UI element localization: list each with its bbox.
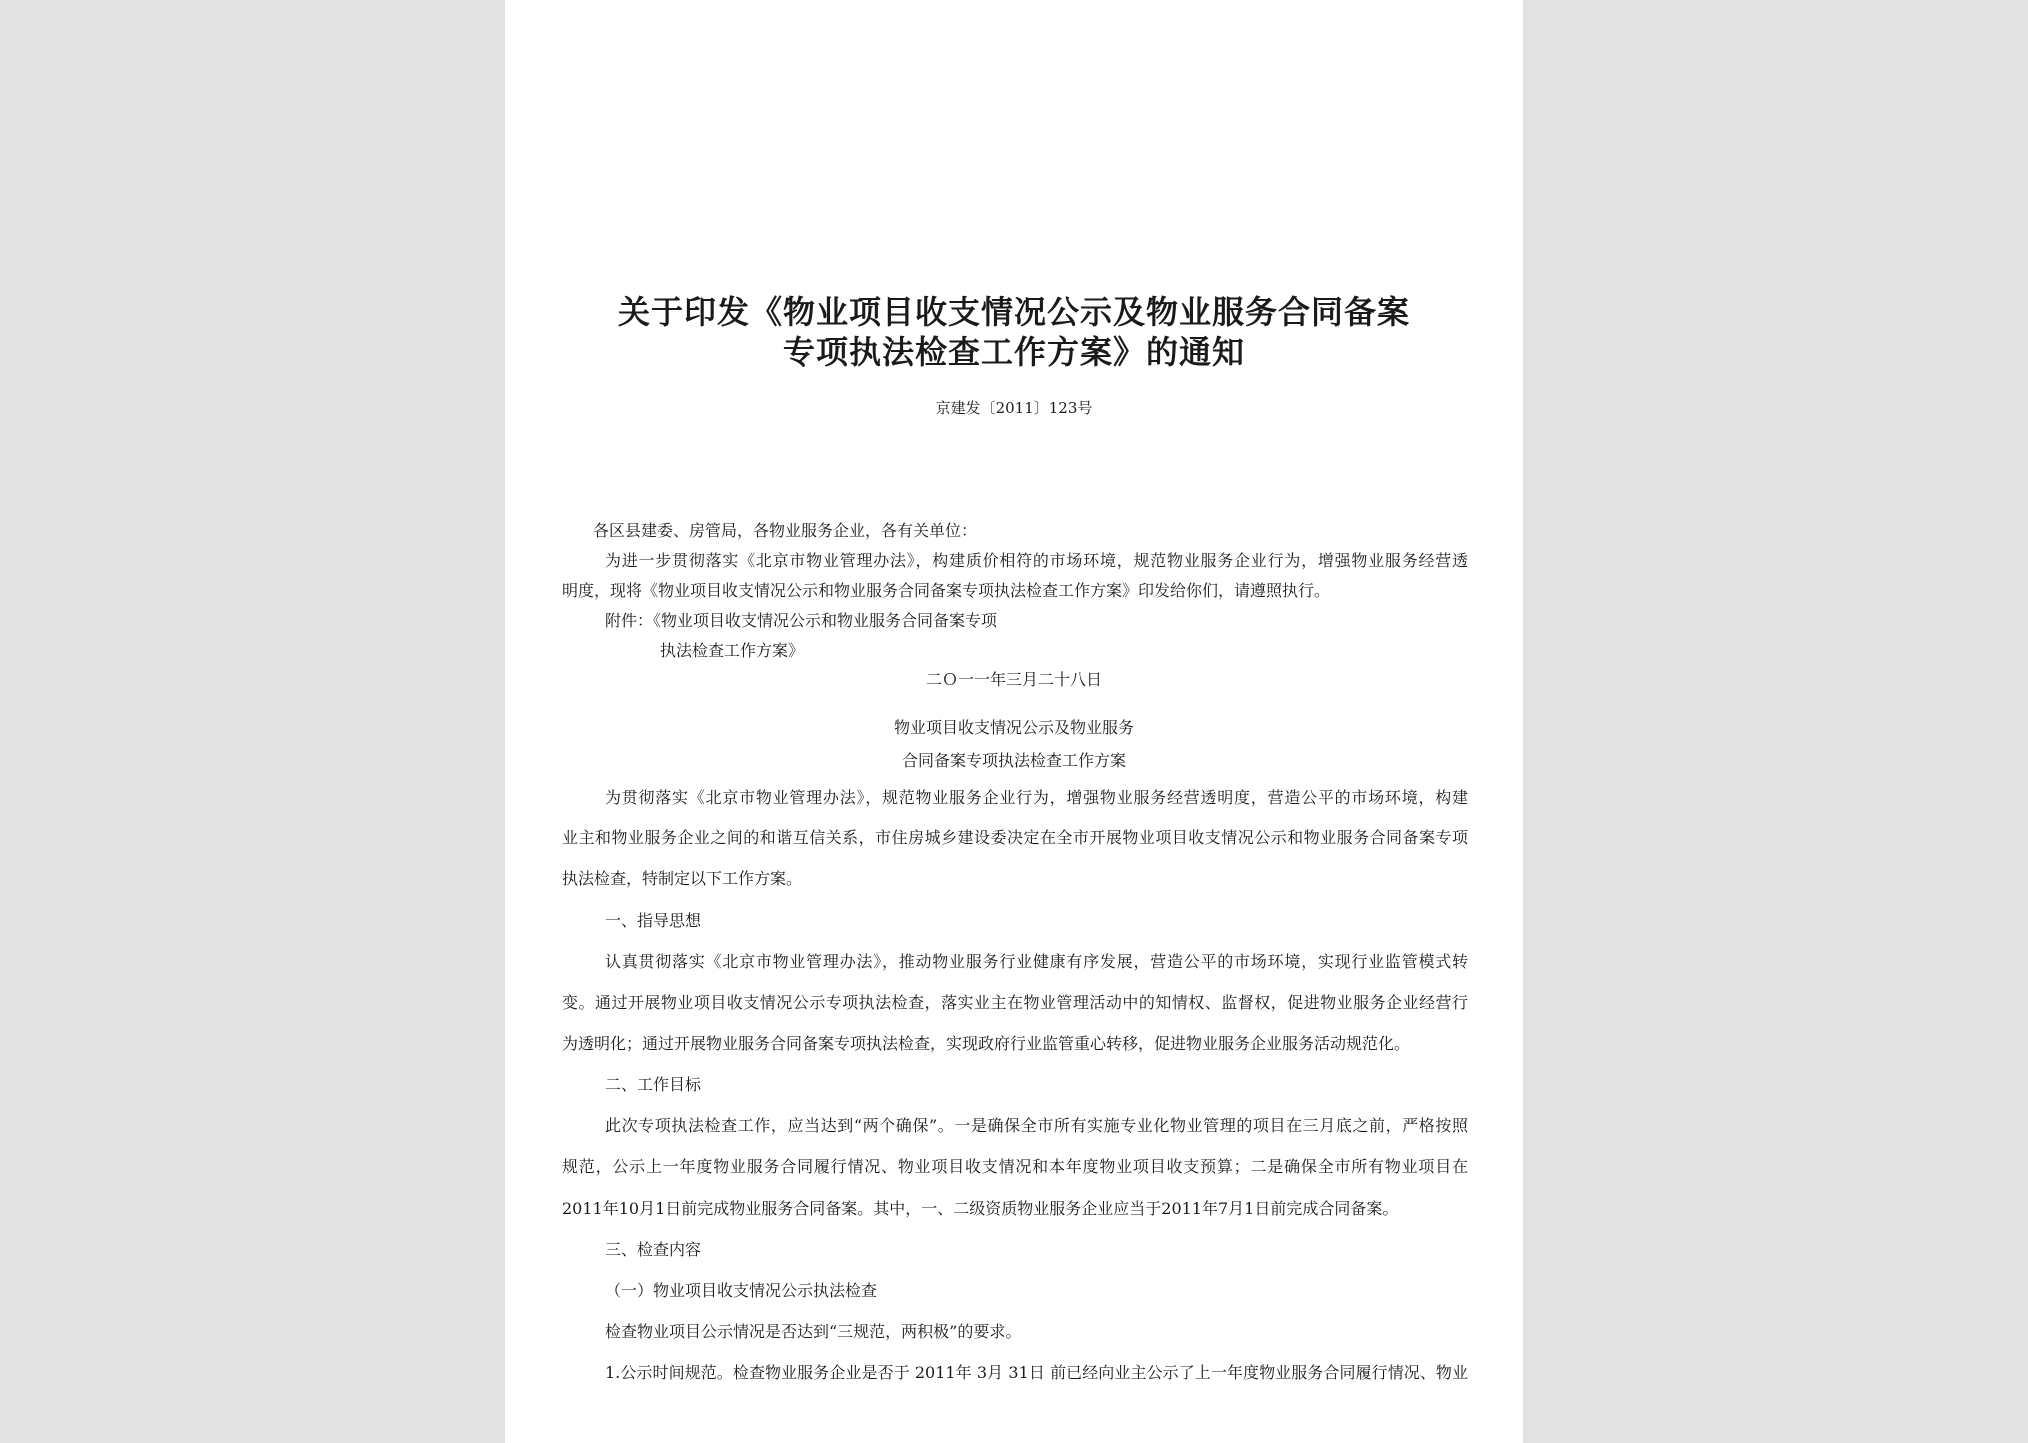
section-heading: 一、指导思想 [605,911,702,930]
section-paragraph-line: 认真贯彻落实《北京市物业管理办法》，推动物业服务行业健康有序发展，营造公平的市场环境，实现行业监管模式转 [605,952,1468,971]
addressee: 各区县建委、房管局，各物业服务企业，各有关单位： [593,521,978,540]
plan-title-line-2: 合同备案专项执法检查工作方案 [901,751,1126,770]
plan-intro-line: 业主和物业服务企业之间的和谐互信关系，市住房城乡建设委决定在全市开展物业项目收支情况公示和物业服务合同备案专项 [562,828,1468,847]
issue-date: 二Ｏ一一年三月二十八日 [925,670,1102,689]
section-heading: 三、检查内容 [605,1240,702,1259]
section-paragraph-line: 2011年10月1日前完成物业服务合同备案。其中，一、二级资质物业服务企业应当于2011年7月1日前完成合同备案。 [562,1199,1399,1218]
subsection-heading: （一）物业项目收支情况公示执法检查 [605,1281,878,1300]
attachment-label: 附件：《物业项目收支情况公示和物业服务合同备案专项 [605,611,998,630]
intro-paragraph-line: 明度，现将《物业项目收支情况公示和物业服务合同备案专项执法检查工作方案》印发给你们，请遵照执行。 [562,581,1331,600]
section-heading: 二、工作目标 [605,1075,702,1094]
section-paragraph-line: 变。通过开展物业项目收支情况公示专项执法检查，落实业主在物业管理活动中的知情权、监督权，促进物业服务企业经营行 [562,993,1468,1012]
plan-title-line-1: 物业项目收支情况公示及物业服务 [893,718,1134,737]
plan-intro-line: 为贯彻落实《北京市物业管理办法》，规范物业服务企业行为，增强物业服务经营透明度，营造公平的市场环境，构建 [605,788,1468,807]
section-paragraph-line: 检查物业项目公示情况是否达到“三规范，两积极”的要求。 [605,1322,1022,1341]
plan-intro-line: 执法检查，特制定以下工作方案。 [562,869,803,888]
document-number: 京建发〔2011〕123号 [935,399,1093,417]
intro-paragraph-line: 为进一步贯彻落实《北京市物业管理办法》，构建质价相符的市场环境，规范物业服务企业行为，增强物业服务经营透 [605,551,1468,570]
section-paragraph-line: 规范，公示上一年度物业服务合同履行情况、物业项目收支情况和本年度物业项目收支预算；二是确保全市所有物业项目在 [562,1157,1468,1176]
notice-title-line-2: 专项执法检查工作方案》的通知 [782,333,1245,371]
section-paragraph-line: 此次专项执法检查工作，应当达到“两个确保”。一是确保全市所有实施专业化物业管理的项目在三月底之前，严格按照 [605,1116,1468,1135]
section-paragraph-line: 为透明化；通过开展物业服务合同备案专项执法检查，实现政府行业监管重心转移，促进物业服务企业服务活动规范化。 [562,1034,1411,1053]
notice-title-line-1: 关于印发《物业项目收支情况公示及物业服务合同备案 [617,293,1410,331]
section-paragraph-line: 1.公示时间规范。检查物业服务企业是否于 2011年 3月 31日 前已经向业主公示了上一年度物业服务合同履行情况、物业 [605,1363,1468,1382]
attachment-label: 执法检查工作方案》 [660,641,805,660]
document-page [505,0,1523,1443]
